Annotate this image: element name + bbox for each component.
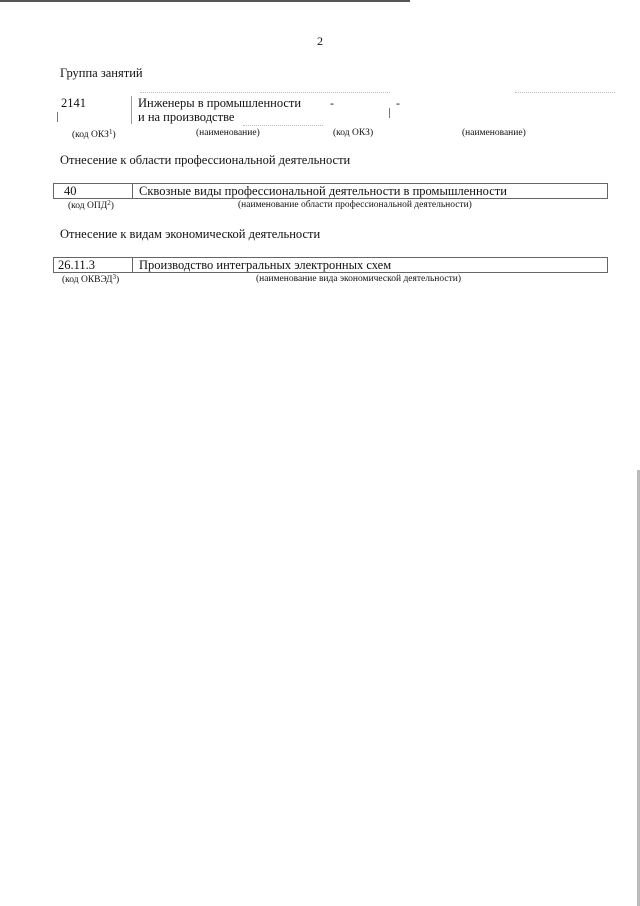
professional-area-row [53,183,608,199]
okz-name-line2: и на производстве [138,110,235,124]
occupation-group-row [53,96,321,124]
left-tick [57,112,58,122]
okved-name: Производство интегральных электронных схем [132,258,607,272]
okz-code-2-caption: (код ОКЗ) [333,128,374,138]
scan-edge-top [0,0,410,2]
okz-code-2-dash: - [330,96,334,110]
okz-name-line1: Инженеры в промышленности [138,96,302,110]
occupation-group-title: Группа занятий [60,66,143,80]
okved-code-caption: (код ОКВЭД$^3$) [62,273,120,285]
opd-code-caption: (код ОПД$^2$) [68,199,114,211]
okz-name-2-caption: (наименование) [462,128,526,138]
opd-name-caption: (наименование области профессиональной деятельности) [238,200,472,210]
professional-area-title: Отнесение к области профессиональной деятельности [60,153,351,167]
table-top-border-faint-right [515,92,615,93]
okz-code: 2141 [61,96,86,110]
table-top-border-faint [140,92,390,93]
economic-activity-title: Отнесение к видам экономической деятельности [60,227,321,241]
opd-name: Сквозные виды профессиональной деятельности в промышленности [132,184,607,198]
okz-name [131,96,321,124]
opd-code: 40 [64,184,77,198]
okved-code: 26.11.3 [58,258,96,272]
mid-tick [389,108,390,118]
okz-code-caption: (код ОКЗ$^1$) [72,128,116,140]
economic-activity-row [53,257,608,273]
okz-name-2-dash: - [396,96,400,110]
okz-name-caption: (наименование) [196,128,260,138]
table-bottom-border-faint [243,125,323,126]
page-number: 2 [317,34,323,48]
okved-name-caption: (наименование вида экономической деятельности) [256,274,461,284]
